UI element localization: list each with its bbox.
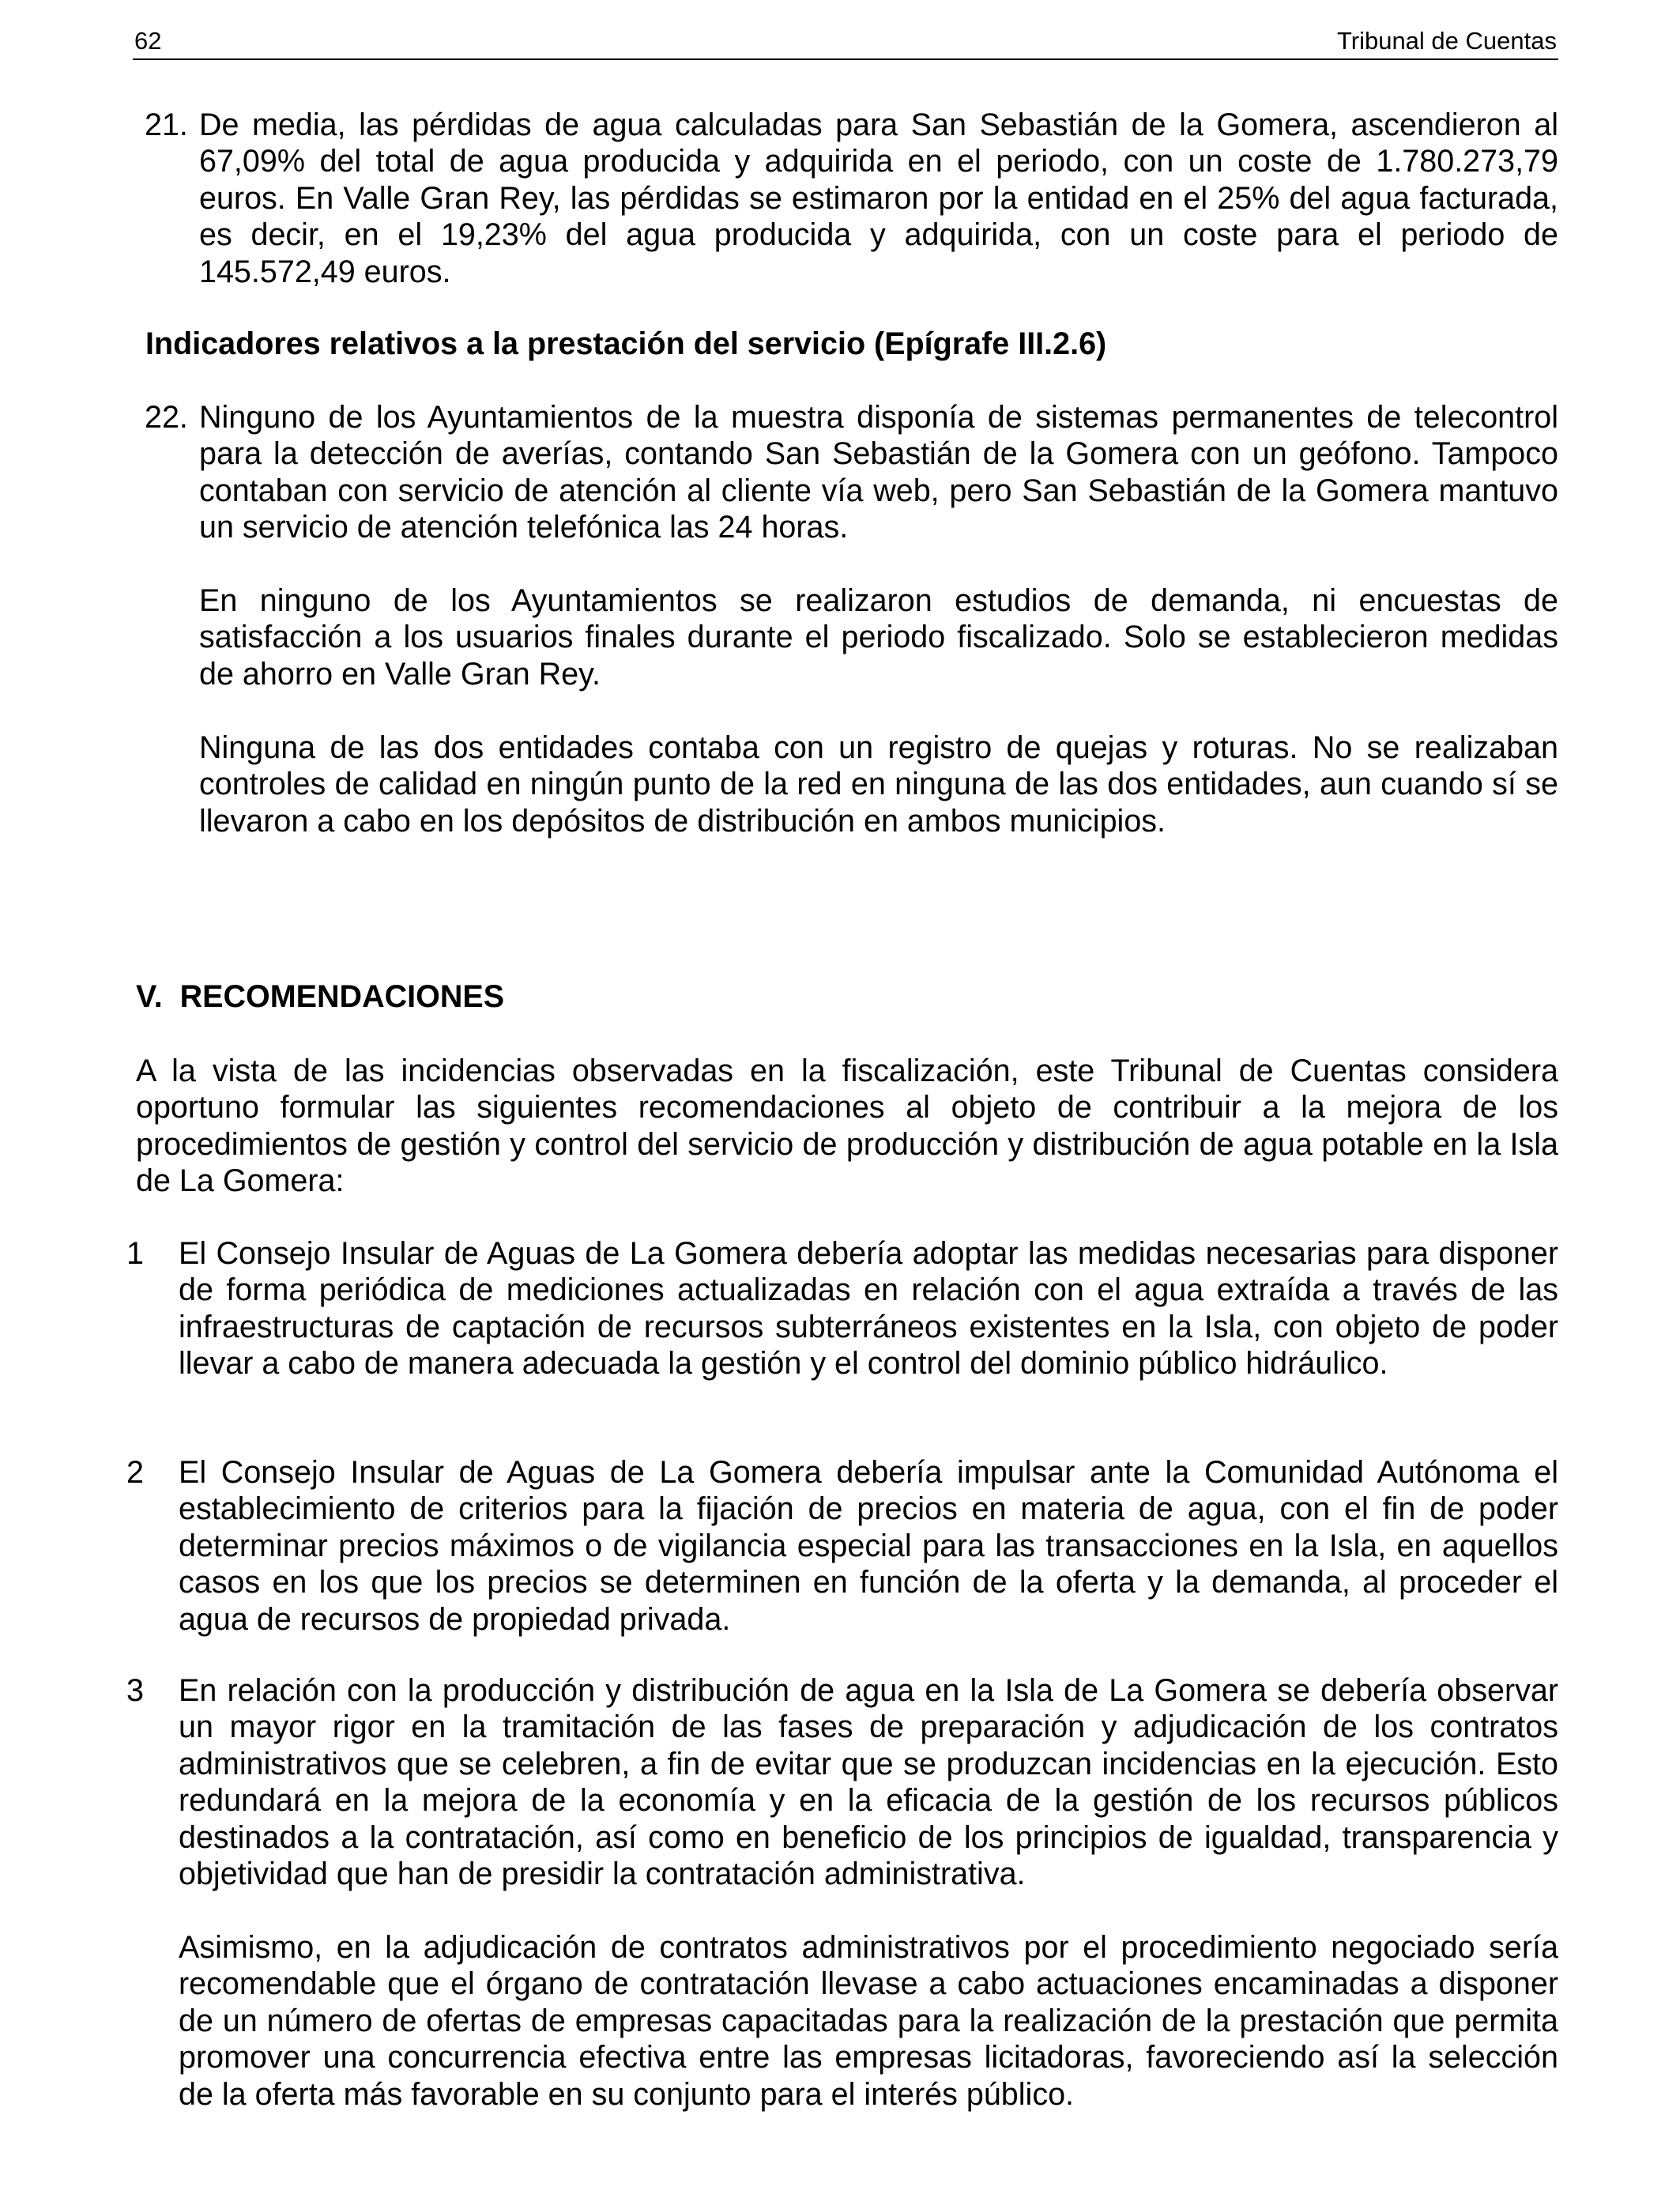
recommendation-2: El Consejo Insular de Aguas de La Gomera debería impulsar ante la Comunidad Autónoma el establecimiento de criterios para la fijación de precios en materia de agua, con el fin de poder determinar precios máximos o de vigilancia especial para las transacciones en la Isla, en aquellos casos en los que los precios se determinen en función de la oferta y la demanda, al proceder el agua de recursos de propiedad privada.	[179, 1455, 1558, 1637]
page-number: 62	[134, 27, 162, 55]
recommendation-1: El Consejo Insular de Aguas de La Gomera debería adoptar las medidas necesarias para disponer de forma periódica de mediciones actualizadas en relación con el agua extraída a través de las infraestructuras de captación de recursos subterráneos existentes en la Isla, con objeto de poder llevar a cabo de manera adecuada la gestión y el control del dominio público hidráulico.	[179, 1236, 1558, 1382]
recommendations-heading: V. RECOMENDACIONES	[136, 979, 505, 1014]
recommendation-number-2: 2	[126, 1455, 144, 1490]
recommendations-intro: A la vista de las incidencias observadas en la fiscalización, este Tribunal de Cuentas considera oportuno formular las siguientes recomendaciones al objeto de contribuir a la mejora de los procedimientos de gestión y control del servicio de producción y distribución de agua potable en la Isla de La Gomera:	[136, 1054, 1558, 1199]
page-header	[133, 24, 1558, 60]
section-heading-indicators: Indicadores relativos a la prestación del servicio (Epígrafe III.2.6)	[145, 326, 1107, 361]
recommendation-number-1: 1	[126, 1236, 144, 1271]
paragraph-number-22: 22.	[145, 400, 188, 435]
paragraph-22-part-2: En ninguno de los Ayuntamientos se realizaron estudios de demanda, ni encuestas de satisfacción a los usuarios finales durante el periodo fiscalizado. Solo se establecieron medidas de ahorro en Valle Gran Rey.	[199, 583, 1558, 692]
paragraph-22-part-3: Ninguna de las dos entidades contaba con un registro de quejas y roturas. No se realizaban controles de calidad en ningún punto de la red en ninguna de las dos entidades, aun cuando sí se llevaron a cabo en los depósitos de distribución en ambos municipios.	[199, 730, 1558, 839]
paragraph-number-21: 21.	[145, 107, 188, 142]
paragraph-22-part-1: Ninguno de los Ayuntamientos de la muestra disponía de sistemas permanentes de telecontrol para la detección de averías, contando San Sebastián de la Gomera con un geófono. Tampoco contaban con servicio de atención al cliente vía web, pero San Sebastián de la Gomera mantuvo un servicio de atención telefónica las 24 horas.	[199, 400, 1558, 545]
recommendation-3-part-1: En relación con la producción y distribución de agua en la Isla de La Gomera se debería observar un mayor rigor en la tramitación de las fases de preparación y adjudicación de los contratos administrativos que se celebren, a fin de evitar que se produzcan incidencias en la ejecución. Esto redundará en la mejora de la economía y en la eficacia de la gestión de los recursos públicos destinados a la contratación, así como en beneficio de los principios de igualdad, transparencia y objetividad que han de presidir la contratación administrativa.	[179, 1673, 1558, 1892]
paragraph-21: De media, las pérdidas de agua calculadas para San Sebastián de la Gomera, ascendieron al 67,09% del total de agua producida y adquirida en el periodo, con un coste de 1.780.273,79 euros. En Valle Gran Rey, las pérdidas se estimaron por la entidad en el 25% del agua facturada, es decir, en el 19,23% del agua producida y adquirida, con un coste para el periodo de 145.572,49 euros.	[199, 107, 1558, 289]
recommendation-3-part-2: Asimismo, en la adjudicación de contratos administrativos por el procedimiento negociado sería recomendable que el órgano de contratación llevase a cabo actuaciones encaminadas a disponer de un número de ofertas de empresas capacitadas para la realización de la prestación que permita promover una concurrencia efectiva entre las empresas licitadoras, favoreciendo así la selección de la oferta más favorable en su conjunto para el interés público.	[179, 1930, 1558, 2112]
recommendation-number-3: 3	[126, 1673, 144, 1708]
header-organization: Tribunal de Cuentas	[1336, 27, 1557, 55]
